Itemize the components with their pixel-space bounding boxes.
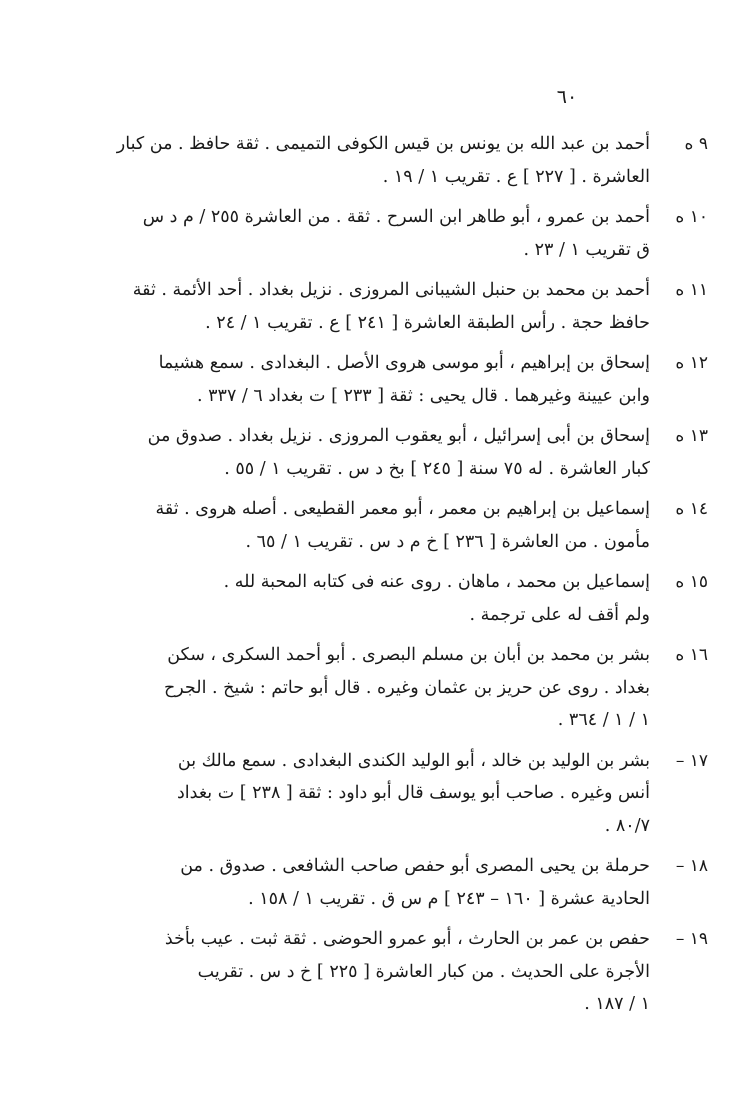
entry-number: ١١ ه	[675, 280, 708, 300]
entry-number: ١٢ ه	[675, 353, 708, 373]
biography-entries-list	[22, 128, 708, 1029]
entry-text-line: إسحاق بن إبراهيم ، أبو موسى هروى الأصل . البغدادى . سمع هشيما	[158, 353, 650, 373]
entry-item	[22, 274, 708, 339]
entry-text	[22, 566, 650, 631]
entry-number: ١٠ ه	[675, 207, 708, 227]
entry-text-line: الحادية عشرة [ ١٦٠ – ٢٤٣ ] م س ق . تقريب ١ / ١٥٨ .	[248, 888, 650, 909]
entry-text-line: أنس وغيره . صاحب أبو يوسف قال أبو داود : ثقة [ ٢٣٨ ] ت بغداد	[177, 783, 650, 803]
entry-text-line: حافظ حجة . رأس الطبقة العاشرة [ ٢٤١ ] ع . تقريب ١ / ٢٤ .	[205, 312, 650, 333]
entry-text-line: الأجرة على الحديث . من كبار العاشرة [ ٢٢٥ ] خ د س . تقريب	[197, 961, 650, 982]
entry-text-line: ق تقريب ١ / ٢٣ .	[523, 239, 650, 260]
entry-text-line: حفص بن عمر بن الحارث ، أبو عمرو الحوضى . ثقة ثبت . عيب بأخذ	[164, 929, 650, 949]
entry-text	[22, 923, 650, 1021]
entry-text	[22, 639, 650, 737]
entry-text-line: إسحاق بن أبى إسرائيل ، أبو يعقوب المروزى . نزيل بغداد . صدوق من	[147, 426, 650, 446]
entry-number: ١٨ –	[675, 856, 708, 876]
entry-number: ١٥ ه	[675, 572, 708, 592]
entry-text-line: كبار العاشرة . له ٧٥ سنة [ ٢٤٥ ] بخ د س . تقريب ١ / ٥٥ .	[224, 458, 650, 479]
entry-text	[22, 274, 650, 339]
entry-number: ٩ ه	[684, 134, 708, 154]
entry-item	[22, 493, 708, 558]
entry-text	[22, 347, 650, 412]
entry-text-line: أحمد بن عمرو ، أبو طاهر ابن السرح . ثقة . من العاشرة ٢٥٥ / م د س	[142, 207, 650, 227]
entry-item	[22, 128, 708, 193]
entry-item	[22, 639, 708, 737]
entry-number: ١٩ –	[675, 929, 708, 949]
entry-text-line: ١ / ١ / ٣٦٤ .	[557, 710, 650, 730]
entry-number: ١٦ ه	[675, 645, 708, 665]
entry-item	[22, 201, 708, 266]
page-number: ٦٠	[556, 86, 578, 108]
entry-text-line: بشر بن الوليد بن خالد ، أبو الوليد الكندى البغدادى . سمع مالك بن	[177, 750, 650, 771]
entry-text	[22, 420, 650, 485]
entry-text-line: ولم أقف له على ترجمة .	[469, 604, 650, 625]
entry-text-line: مأمون . من العاشرة [ ٢٣٦ ] خ م د س . تقريب ١ / ٦٥ .	[245, 531, 650, 552]
entry-text-line: بغداد . روى عن حريز بن عثمان وغيره . قال أبو حاتم : شيخ . الجرح	[163, 677, 650, 698]
entry-item	[22, 566, 708, 631]
entry-text	[22, 745, 650, 843]
entry-text-line: ١ / ١٨٧ .	[584, 994, 650, 1014]
entry-text-line: حرملة بن يحيى المصرى أبو حفص صاحب الشافعى . صدوق . من	[180, 856, 650, 876]
entry-text-line: بشر بن محمد بن أبان بن مسلم البصرى . أبو أحمد السكرى ، سكن	[167, 645, 650, 665]
entry-text	[22, 128, 650, 193]
entry-item	[22, 420, 708, 485]
entry-text-line: أحمد بن محمد بن حنبل الشيبانى المروزى . نزيل بغداد . أحد الأئمة . ثقة	[132, 280, 650, 300]
entry-text-line: إسماعيل بن إبراهيم بن معمر ، أبو معمر القطيعى . أصله هروى . ثقة	[155, 499, 650, 519]
entry-text	[22, 850, 650, 915]
entry-item	[22, 347, 708, 412]
entry-text-line: العاشرة . [ ٢٢٧ ] ع . تقريب ١ / ١٩ .	[382, 166, 650, 187]
entry-text	[22, 201, 650, 266]
entry-number: ١٤ ه	[675, 499, 708, 519]
entry-number: ١٧ –	[675, 750, 708, 771]
entry-text-line: ٨٠/٧ .	[604, 815, 650, 836]
entry-item	[22, 923, 708, 1021]
entry-number: ١٣ ه	[675, 426, 708, 446]
entry-item	[22, 745, 708, 843]
entry-text-line: أحمد بن عبد الله بن يونس بن قيس الكوفى التميمى . ثقة حافظ . من كبار	[116, 134, 650, 154]
entry-text	[22, 493, 650, 558]
entry-text-line: إسماعيل بن محمد ، ماهان . روى عنه فى كتابه المحبة لله .	[223, 572, 650, 592]
entry-item	[22, 850, 708, 915]
entry-text-line: وابن عيينة وغيرهما . قال يحيى : ثقة [ ٢٣٣ ] ت بغداد ٦ / ٣٣٧ .	[197, 385, 650, 406]
